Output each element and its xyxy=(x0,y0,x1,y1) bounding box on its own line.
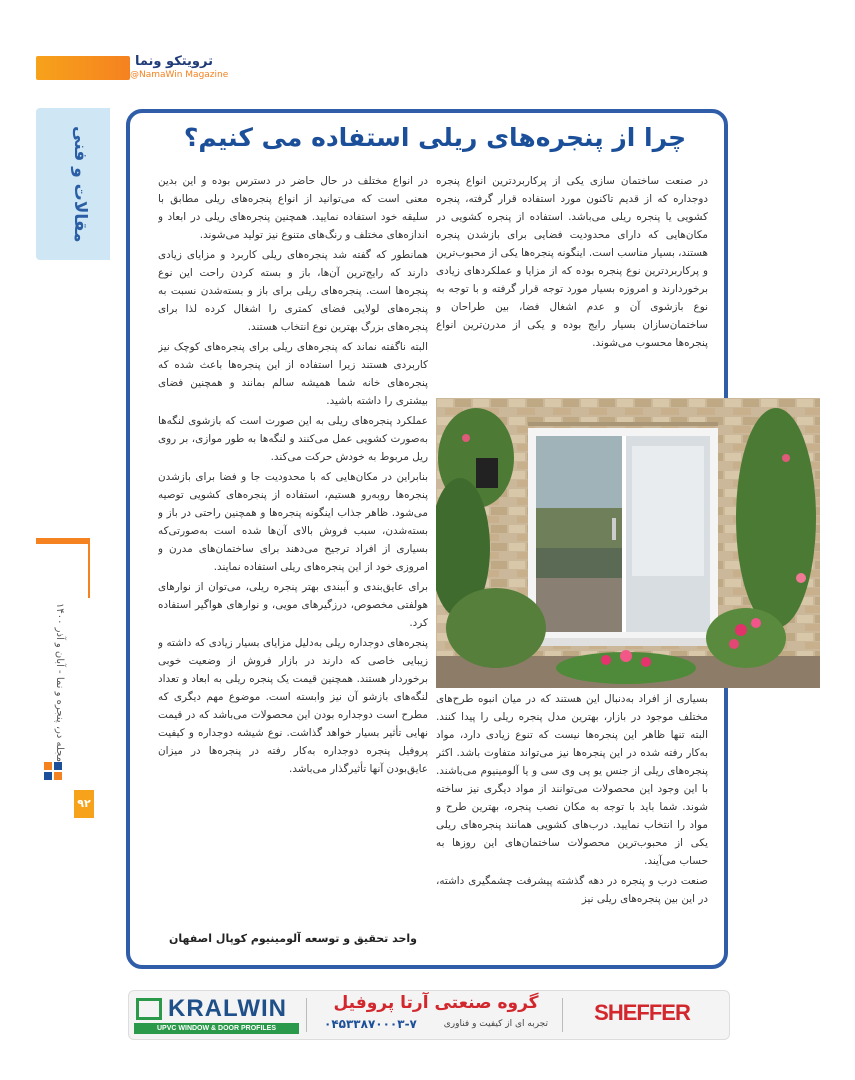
magazine-logo-subtitle: @NamaWin Magazine xyxy=(130,70,229,80)
paragraph: در انواع مختلف در حال حاضر در دسترس بوده و این بدین معنی است که می‌توانید از انواع پنجره‌های ریلی مطابق با سلیقه خود استفاده نمایید. همچنین پنجره‌های ریلی در ابعاد و اندازه‌های مختلف و رنگ‌های متنوع نیز تولید می‌شوند. xyxy=(158,175,428,241)
magazine-issue-line: مجله در، پنجره و نما - آبان و آذر ۱۴۰۰ xyxy=(54,603,65,762)
paragraph: صنعت درب و پنجره در دهه گذشته پیشرفت چشمگیری داشته، در این بین پنجره‌های ریلی نیز xyxy=(436,875,708,905)
window-frame-icon xyxy=(136,998,162,1020)
footer-divider xyxy=(306,998,307,1032)
kralwin-tagline: UPVC WINDOW & DOOR PROFILES xyxy=(134,1023,299,1034)
artaa-tagline: تجربه ای از کیفیت و فناوری xyxy=(443,1019,548,1029)
sliding-window-photo xyxy=(436,398,820,688)
kralwin-name: KRALWIN xyxy=(168,995,287,1022)
article-author: واحد تحقیق و توسعه آلومینیوم کوپال اصفهان xyxy=(168,932,418,945)
paragraph: بسیاری از افراد به‌دنبال این هستند که در میان انبوه طرح‌های مختلف موجود در بازار، بهترین مدل پنجره ریلی را پیدا کنند. البته تنها ظاهر این پنجره‌ها نیست که تنوع زیادی دارد، مواد به‌کار رفته شده در این پنجره‌ها نیز می‌تواند متفاوت باشد. اکثر پنجره‌های ریلی از جنس یو پی وی سی و یا آلومینیوم می‌باشند. با این وجود این محصولات می‌توانند از مواد دیگری نیز ساخته شوند. شما باید با توجه به مکان نصب پنجره، بهترین طرح و مواد را انتخاب نمایید. درب‌های کشویی همانند پنجره‌های ریلی یکی از محبوب‌ترین محصولات ساختمان‌های این روزها به حساب می‌آیند. xyxy=(436,693,708,867)
magazine-logo-text: ترویتکو ونما xyxy=(134,54,213,69)
sidebar-accent-line xyxy=(36,538,90,544)
page-number: ۹۲ xyxy=(74,790,94,818)
kralwin-logo xyxy=(134,995,302,1035)
artaa-phone: ۰۴۵۳۳۸۷۰۰۰۳-۷ xyxy=(324,1017,417,1031)
article-column-left xyxy=(158,172,428,916)
paragraph: در صنعت ساختمان سازی یکی از پرکاربردترین انواع پنجره دوجداره که از قدیم تاکنون مورد استفاده قرار گرفته، پنجره کشویی یا پنجره ریلی می‌باشد. استفاده از پنجره کشویی در مکان‌هایی که دارای محدودیت فضایی برای بازشدن پنجره هستند، بسیار مناسب است. اینگونه پنجره‌ها یکی از محبوب‌ترین و پرکاربردترین نوع پنجره بوده که از مزایا و عملکردهای زیادی برخوردارند و امروزه بسیار مورد توجه قرار گرفته و با توجه به نوع بازشوی آن و عدم اشغال فضا، بین طراحان و ساختمان‌سازان بسیار رایج بوده و یکی از مدرن‌ترین انواع پنجره‌ها محسوب می‌شوند. xyxy=(436,175,708,349)
article-photo xyxy=(436,398,820,688)
magazine-mini-logo-icon xyxy=(44,762,66,790)
header-accent-bar xyxy=(36,56,130,80)
paragraph: برای عایق‌بندی و آببندی بهتر پنجره ریلی، می‌توان از نوارهای هولفتی مخصوص، درزگیرهای مویی، و نوارهای هواگیر استفاده کرد. xyxy=(158,581,428,629)
paragraph: همانطور که گفته شد پنجره‌های ریلی کاربرد و مزایای زیادی دارند که رایج‌ترین آن‌ها، باز و بسته کردن راحت این نوع پنجره‌ها است. پنجره‌های ریلی برای باز و بسته‌شدن نسبت به پنجره‌های لولایی فضای کمتری را اشغال کرده لذا برای پنجره‌های بزرگ بهترین نوع انتخاب هستند. xyxy=(158,249,428,333)
paragraph: البته ناگفته نماند که پنجره‌های ریلی برای پنجره‌های کوچک نیز کاربردی هستند زیرا استفاده از این پنجره‌ها باعث شده که پنجره‌های خانه شما همیشه سالم بمانند و همچنین فضای بیشتری را داشته باشید. xyxy=(158,341,428,407)
footer-divider xyxy=(562,998,563,1032)
paragraph: بنابراین در مکان‌هایی که با محدودیت جا و فضا برای بازشدن پنجره‌ها روبه‌رو هستیم، استفاده از پنجره‌های کشویی توصیه می‌شود. ظاهر جذاب اینگونه پنجره‌ها و همچنین راحتی در باز و بسته‌شدن، سبب فروش بالای آن‌ها شده است به‌صورتی‌که بسیاری از افراد ترجیح می‌دهند برای ساختمان‌های مدرن و امروزی خود از این پنجره‌های ریلی استفاده نمایند. xyxy=(158,471,428,573)
sheffer-logo: SHEFFER xyxy=(594,1000,690,1025)
paragraph: پنجره‌های دوجداره ریلی به‌دلیل مزایای بسیار زیادی که داشته و زیبایی خاصی که دارند در بازار فروش از وضعیت خوبی برخوردار هستند. همچنین قیمت یک پنجره ریلی به ابعاد و تعداد لنگه‌های بازشو آن نیز وابسته است. موضوع مهم دیگری که مطرح است دوجداره بودن این محصولات می‌باشد که در قیمت نهایی تأثیر بسیار خواهد گذاشت. نوع شیشه دوجداره و کیفیت پروفیل پنجره دوجداره به‌کار رفته در پنجره‌ها در میزان عایق‌بودن آنها تأثیرگذار می‌باشد. xyxy=(158,637,428,775)
paragraph: عملکرد پنجره‌های ریلی به این صورت است که بازشوی لنگه‌ها به‌صورت کشویی عمل می‌کنند و لنگه‌ها به طور موازی، بر روی ریل مربوط به خودش حرکت می‌کند. xyxy=(158,415,428,463)
magazine-logo xyxy=(127,54,229,84)
sidebar-accent-vline xyxy=(88,538,90,598)
section-label: مقالات و فنی xyxy=(70,125,90,243)
article-column-right-bottom xyxy=(436,690,708,952)
artaa-profile-ad xyxy=(318,993,554,1037)
article-column-right-top xyxy=(436,172,708,398)
artaa-name: گروه صنعتی آرتا پروفیل xyxy=(333,993,539,1013)
article-title: چرا از پنجره‌های ریلی استفاده می کنیم؟ xyxy=(183,123,687,152)
